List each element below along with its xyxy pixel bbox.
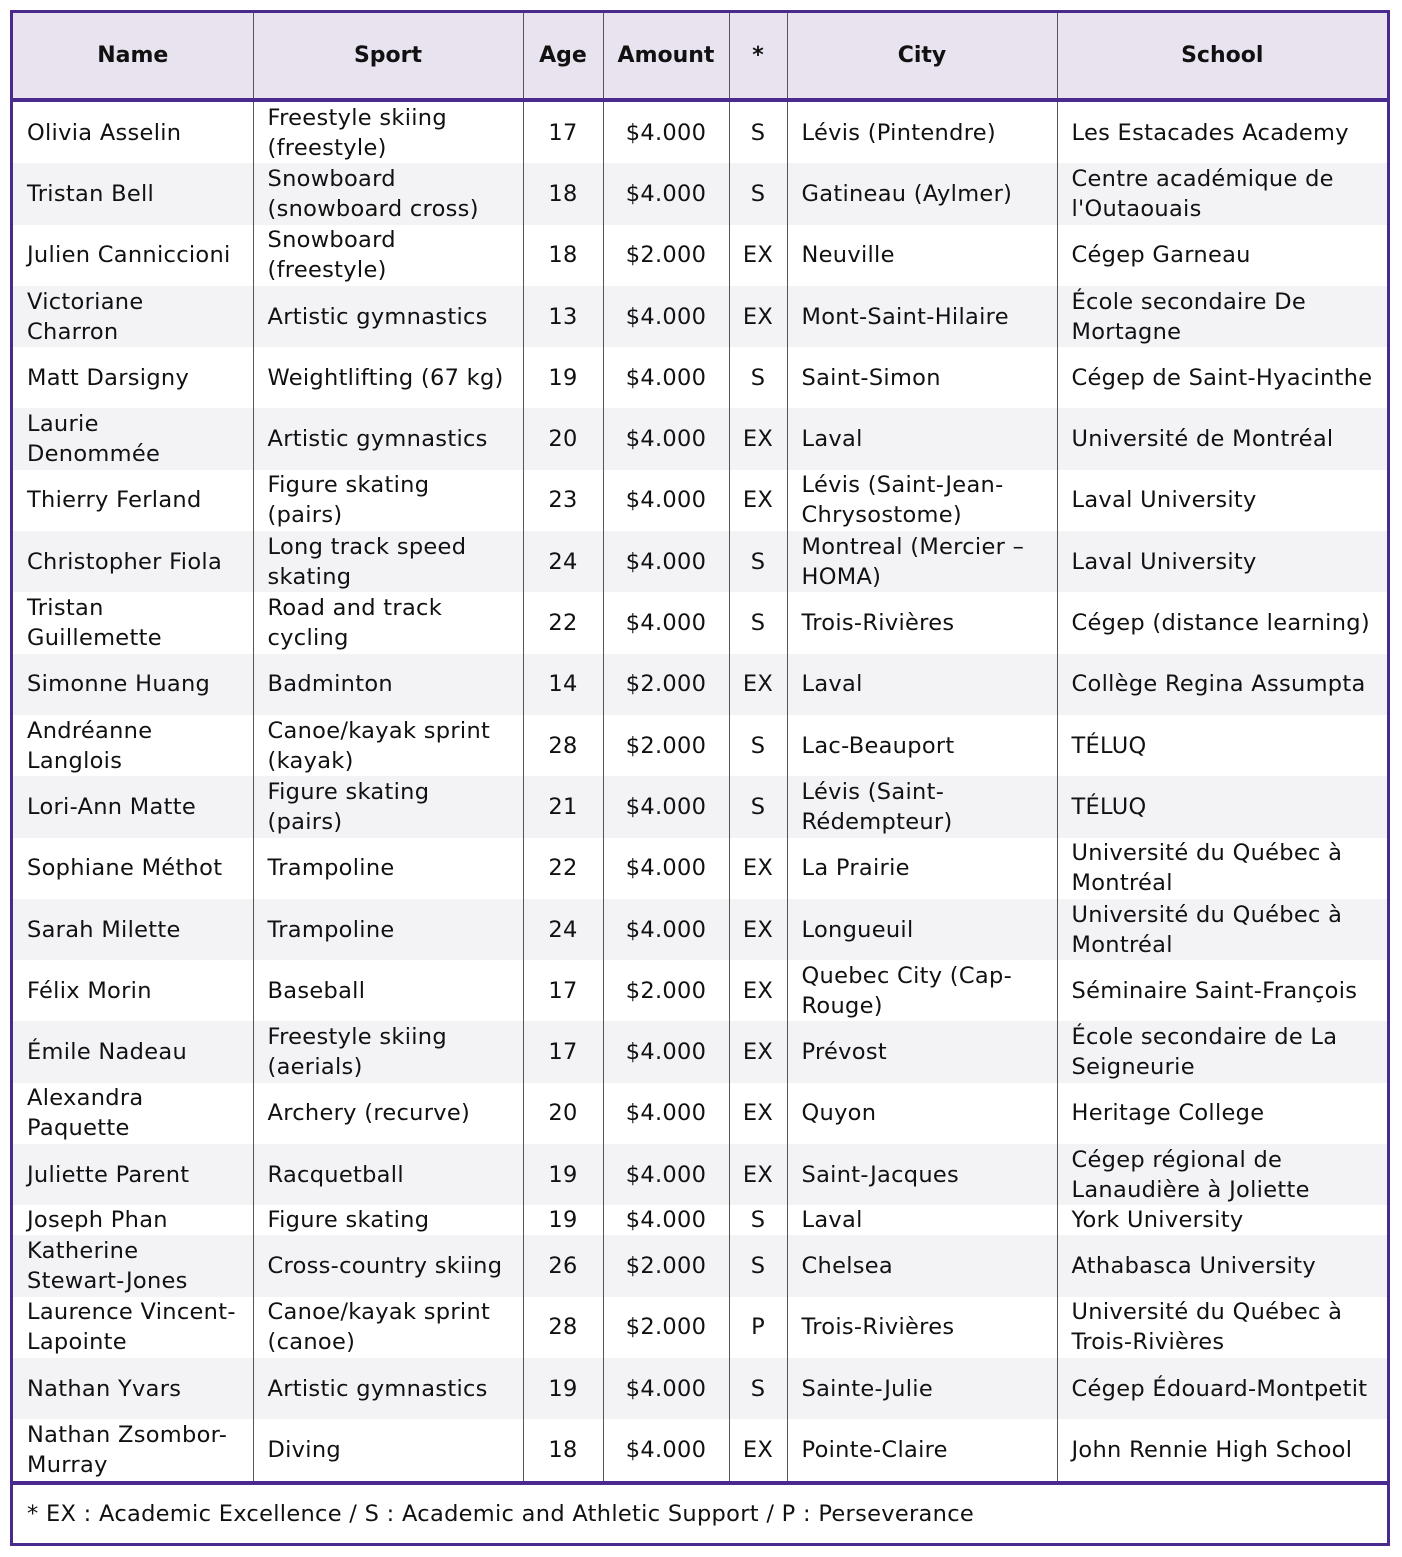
cell-name: Victoriane Charron [13, 286, 253, 347]
table-row [13, 100, 1387, 163]
cell-school: TÉLUQ [1057, 776, 1387, 837]
cell-sport: Figure skating [253, 1205, 523, 1235]
cell-sport: Canoe/kayak sprint (canoe) [253, 1297, 523, 1358]
cell-code: P [729, 1297, 787, 1358]
cell-age: 22 [523, 592, 603, 653]
header-city: City [787, 13, 1057, 100]
cell-city: Quyon [787, 1083, 1057, 1144]
cell-school: Université du Québec à Montréal [1071, 840, 1343, 897]
cell-code: EX [729, 1021, 787, 1082]
table-row [13, 1419, 1387, 1480]
cell-age: 18 [523, 225, 603, 286]
cell-school: TÉLUQ [1071, 732, 1147, 759]
cell-code: S [729, 347, 787, 408]
cell-amount: $4.000 [603, 408, 729, 469]
cell-amount: $2.000 [603, 715, 729, 776]
cell-sport: Artistic gymnastics [253, 408, 523, 469]
cell-sport: Road and track cycling [253, 592, 523, 653]
cell-age: 28 [523, 1297, 603, 1358]
table-row [13, 286, 1387, 347]
cell-age: 18 [523, 1419, 603, 1480]
cell-code: EX [729, 960, 787, 1021]
cell-city: Lévis (Saint-Rédempteur) [787, 776, 1057, 837]
cell-name: Julien Canniccioni [13, 225, 253, 286]
table-row [13, 592, 1387, 653]
cell-age: 24 [523, 531, 603, 592]
cell-city: Pointe-Claire [787, 1419, 1057, 1480]
cell-school: Cégep Édouard-Montpetit [1057, 1358, 1387, 1419]
cell-city: Mont-Saint-Hilaire [787, 286, 1057, 347]
cell-code: EX [729, 470, 787, 531]
cell-amount: $4.000 [603, 1358, 729, 1419]
cell-name: Alexandra Paquette [13, 1083, 253, 1144]
cell-amount: $4.000 [603, 1419, 729, 1480]
cell-city: Saint-Jacques [787, 1144, 1057, 1205]
header-row [13, 13, 1387, 100]
cell-name: Matt Darsigny [13, 347, 253, 408]
table-row [13, 838, 1387, 899]
cell-code: EX [729, 225, 787, 286]
cell-amount: $4.000 [603, 1021, 729, 1082]
table-row [13, 776, 1387, 837]
cell-amount: $2.000 [603, 654, 729, 715]
table-row [13, 1083, 1387, 1144]
cell-school: Université du Québec à Trois-Rivières [1071, 1299, 1343, 1356]
footnote: * EX : Academic Excellence / S : Academic and Athletic Support / P : Perseverance [27, 1500, 975, 1527]
cell-city: Trois-Rivières [787, 592, 1057, 653]
cell-amount: $2.000 [603, 1297, 729, 1358]
cell-name: Nathan Zsombor-Murray [13, 1419, 253, 1480]
cell-age: 17 [523, 960, 603, 1021]
cell-amount: $2.000 [603, 960, 729, 1021]
cell-amount: $4.000 [603, 1144, 729, 1205]
header-code: * [729, 13, 787, 100]
cell-sport: Freestyle skiing (aerials) [253, 1021, 523, 1082]
table-row [13, 347, 1387, 408]
cell-amount: $4.000 [603, 899, 729, 960]
cell-age: 21 [523, 776, 603, 837]
cell-age: 26 [523, 1235, 603, 1296]
cell-age: 14 [523, 654, 603, 715]
cell-city: Saint-Simon [787, 347, 1057, 408]
table-row [13, 531, 1387, 592]
cell-amount: $4.000 [603, 286, 729, 347]
cell-sport: Weightlifting (67 kg) [253, 347, 523, 408]
cell-amount: $2.000 [603, 1235, 729, 1296]
cell-name: Thierry Ferland [13, 470, 253, 531]
cell-code: S [729, 592, 787, 653]
cell-amount: $4.000 [603, 347, 729, 408]
cell-code: EX [729, 838, 787, 899]
cell-city: Montreal (Mercier – HOMA) [787, 531, 1057, 592]
cell-city: Laval [787, 408, 1057, 469]
cell-age: 24 [523, 899, 603, 960]
table-row [13, 654, 1387, 715]
cell-amount: $2.000 [603, 225, 729, 286]
cell-code: EX [729, 408, 787, 469]
cell-name: Joseph Phan [13, 1205, 253, 1235]
cell-name: Nathan Yvars [13, 1358, 253, 1419]
cell-age: 19 [523, 1358, 603, 1419]
cell-age: 28 [523, 715, 603, 776]
cell-sport: Artistic gymnastics [253, 1358, 523, 1419]
cell-name: Olivia Asselin [13, 100, 253, 163]
cell-school: École secondaire De Mortagne [1057, 286, 1387, 347]
cell-school: Université du Québec à Montréal [1057, 899, 1387, 960]
cell-city: Longueuil [787, 899, 1057, 960]
table-row [13, 715, 1387, 776]
cell-name: Lori-Ann Matte [13, 776, 253, 837]
cell-amount: $4.000 [603, 838, 729, 899]
cell-school: Cégep (distance learning) [1071, 610, 1370, 637]
cell-sport: Trampoline [253, 838, 523, 899]
table-body [13, 100, 1387, 1481]
header-school: School [1057, 13, 1387, 100]
cell-age: 23 [523, 470, 603, 531]
table-row [13, 1021, 1387, 1082]
cell-city: Laval [787, 654, 1057, 715]
cell-name: Laurie Denommée [13, 408, 253, 469]
table-frame [10, 10, 1390, 1546]
header-sport: Sport [253, 13, 523, 100]
cell-school: Cégep régional de Lanaudière à Joliette [1057, 1144, 1387, 1205]
cell-code: EX [729, 654, 787, 715]
cell-name: Simonne Huang [13, 654, 253, 715]
cell-code: EX [729, 899, 787, 960]
cell-school: Collège Regina Assumpta [1057, 654, 1387, 715]
cell-school: Laval University [1057, 531, 1387, 592]
cell-amount: $4.000 [603, 470, 729, 531]
cell-sport: Cross-country skiing [253, 1235, 523, 1296]
cell-code: EX [729, 1083, 787, 1144]
cell-school: John Rennie High School [1071, 1436, 1353, 1463]
cell-city: Trois-Rivières [787, 1297, 1057, 1358]
cell-sport: Badminton [253, 654, 523, 715]
header-name: Name [13, 13, 253, 100]
cell-city: Laval [787, 1205, 1057, 1235]
cell-code: S [729, 715, 787, 776]
table-row [13, 470, 1387, 531]
table-row [13, 1205, 1387, 1235]
cell-name: Sophiane Méthot [13, 838, 253, 899]
cell-age: 20 [523, 408, 603, 469]
table-row [13, 899, 1387, 960]
cell-school: Athabasca University [1057, 1235, 1387, 1296]
cell-code: S [729, 1235, 787, 1296]
cell-sport: Figure skating (pairs) [253, 776, 523, 837]
cell-sport: Freestyle skiing (freestyle) [253, 100, 523, 163]
cell-city: Quebec City (Cap-Rouge) [787, 960, 1057, 1021]
cell-age: 19 [523, 1205, 603, 1235]
cell-sport: Trampoline [253, 899, 523, 960]
cell-code: S [729, 776, 787, 837]
cell-sport: Archery (recurve) [253, 1083, 523, 1144]
cell-school: Heritage College [1071, 1100, 1265, 1127]
cell-city: Gatineau (Aylmer) [787, 163, 1057, 224]
cell-city: Prévost [787, 1021, 1057, 1082]
cell-code: S [729, 1205, 787, 1235]
table-row [13, 1297, 1387, 1358]
cell-sport: Baseball [253, 960, 523, 1021]
cell-name: Juliette Parent [13, 1144, 253, 1205]
cell-school: Séminaire Saint-François [1071, 977, 1358, 1004]
cell-age: 19 [523, 1144, 603, 1205]
cell-age: 22 [523, 838, 603, 899]
cell-school: École secondaire de La Seigneurie [1057, 1021, 1387, 1082]
scholarship-table [13, 13, 1387, 1481]
cell-city: Sainte-Julie [787, 1358, 1057, 1419]
table-row [13, 1358, 1387, 1419]
cell-age: 13 [523, 286, 603, 347]
cell-code: S [729, 1358, 787, 1419]
cell-age: 17 [523, 100, 603, 163]
cell-sport: Diving [253, 1419, 523, 1480]
cell-city: Lévis (Saint-Jean-Chrysostome) [787, 470, 1057, 531]
cell-sport: Racquetball [253, 1144, 523, 1205]
cell-school: Cégep de Saint-Hyacinthe [1071, 364, 1373, 391]
cell-school: Université de Montréal [1057, 408, 1387, 469]
cell-amount: $4.000 [603, 100, 729, 163]
cell-code: EX [729, 286, 787, 347]
cell-name: Tristan Bell [13, 163, 253, 224]
cell-code: S [729, 531, 787, 592]
cell-school: York University [1071, 1207, 1244, 1234]
cell-name: Andréanne Langlois [13, 715, 253, 776]
table-row [13, 1235, 1387, 1296]
cell-sport: Canoe/kayak sprint (kayak) [253, 715, 523, 776]
cell-city: Lac-Beauport [787, 715, 1057, 776]
cell-amount: $4.000 [603, 163, 729, 224]
cell-amount: $4.000 [603, 592, 729, 653]
cell-city: La Prairie [787, 838, 1057, 899]
cell-age: 20 [523, 1083, 603, 1144]
cell-sport: Long track speed skating [253, 531, 523, 592]
table-row [13, 960, 1387, 1021]
cell-sport: Snowboard (snowboard cross) [253, 163, 523, 224]
cell-age: 18 [523, 163, 603, 224]
table-row [13, 225, 1387, 286]
cell-school: Laval University [1071, 487, 1257, 514]
cell-amount: $4.000 [603, 1205, 729, 1235]
cell-amount: $4.000 [603, 776, 729, 837]
cell-name: Christopher Fiola [13, 531, 253, 592]
cell-city: Neuville [787, 225, 1057, 286]
cell-school: Centre académique de l'Outaouais [1057, 163, 1387, 224]
cell-code: S [729, 163, 787, 224]
header-age: Age [523, 13, 603, 100]
cell-name: Tristan Guillemette [13, 592, 253, 653]
table-row [13, 163, 1387, 224]
cell-code: EX [729, 1144, 787, 1205]
cell-code: S [729, 100, 787, 163]
cell-name: Émile Nadeau [13, 1021, 253, 1082]
cell-age: 17 [523, 1021, 603, 1082]
cell-name: Sarah Milette [13, 899, 253, 960]
table-row [13, 408, 1387, 469]
cell-code: EX [729, 1419, 787, 1480]
cell-sport: Figure skating (pairs) [253, 470, 523, 531]
cell-amount: $4.000 [603, 531, 729, 592]
cell-sport: Snowboard (freestyle) [253, 225, 523, 286]
header-amount: Amount [603, 13, 729, 100]
table-row [13, 1144, 1387, 1205]
cell-city: Lévis (Pintendre) [787, 100, 1057, 163]
cell-sport: Artistic gymnastics [253, 286, 523, 347]
cell-school: Cégep Garneau [1071, 242, 1251, 269]
cell-name: Katherine Stewart-Jones [13, 1235, 253, 1296]
cell-name: Félix Morin [13, 960, 253, 1021]
cell-amount: $4.000 [603, 1083, 729, 1144]
cell-name: Laurence Vincent-Lapointe [13, 1297, 253, 1358]
cell-age: 19 [523, 347, 603, 408]
cell-city: Chelsea [787, 1235, 1057, 1296]
cell-school: Les Estacades Academy [1071, 119, 1349, 146]
